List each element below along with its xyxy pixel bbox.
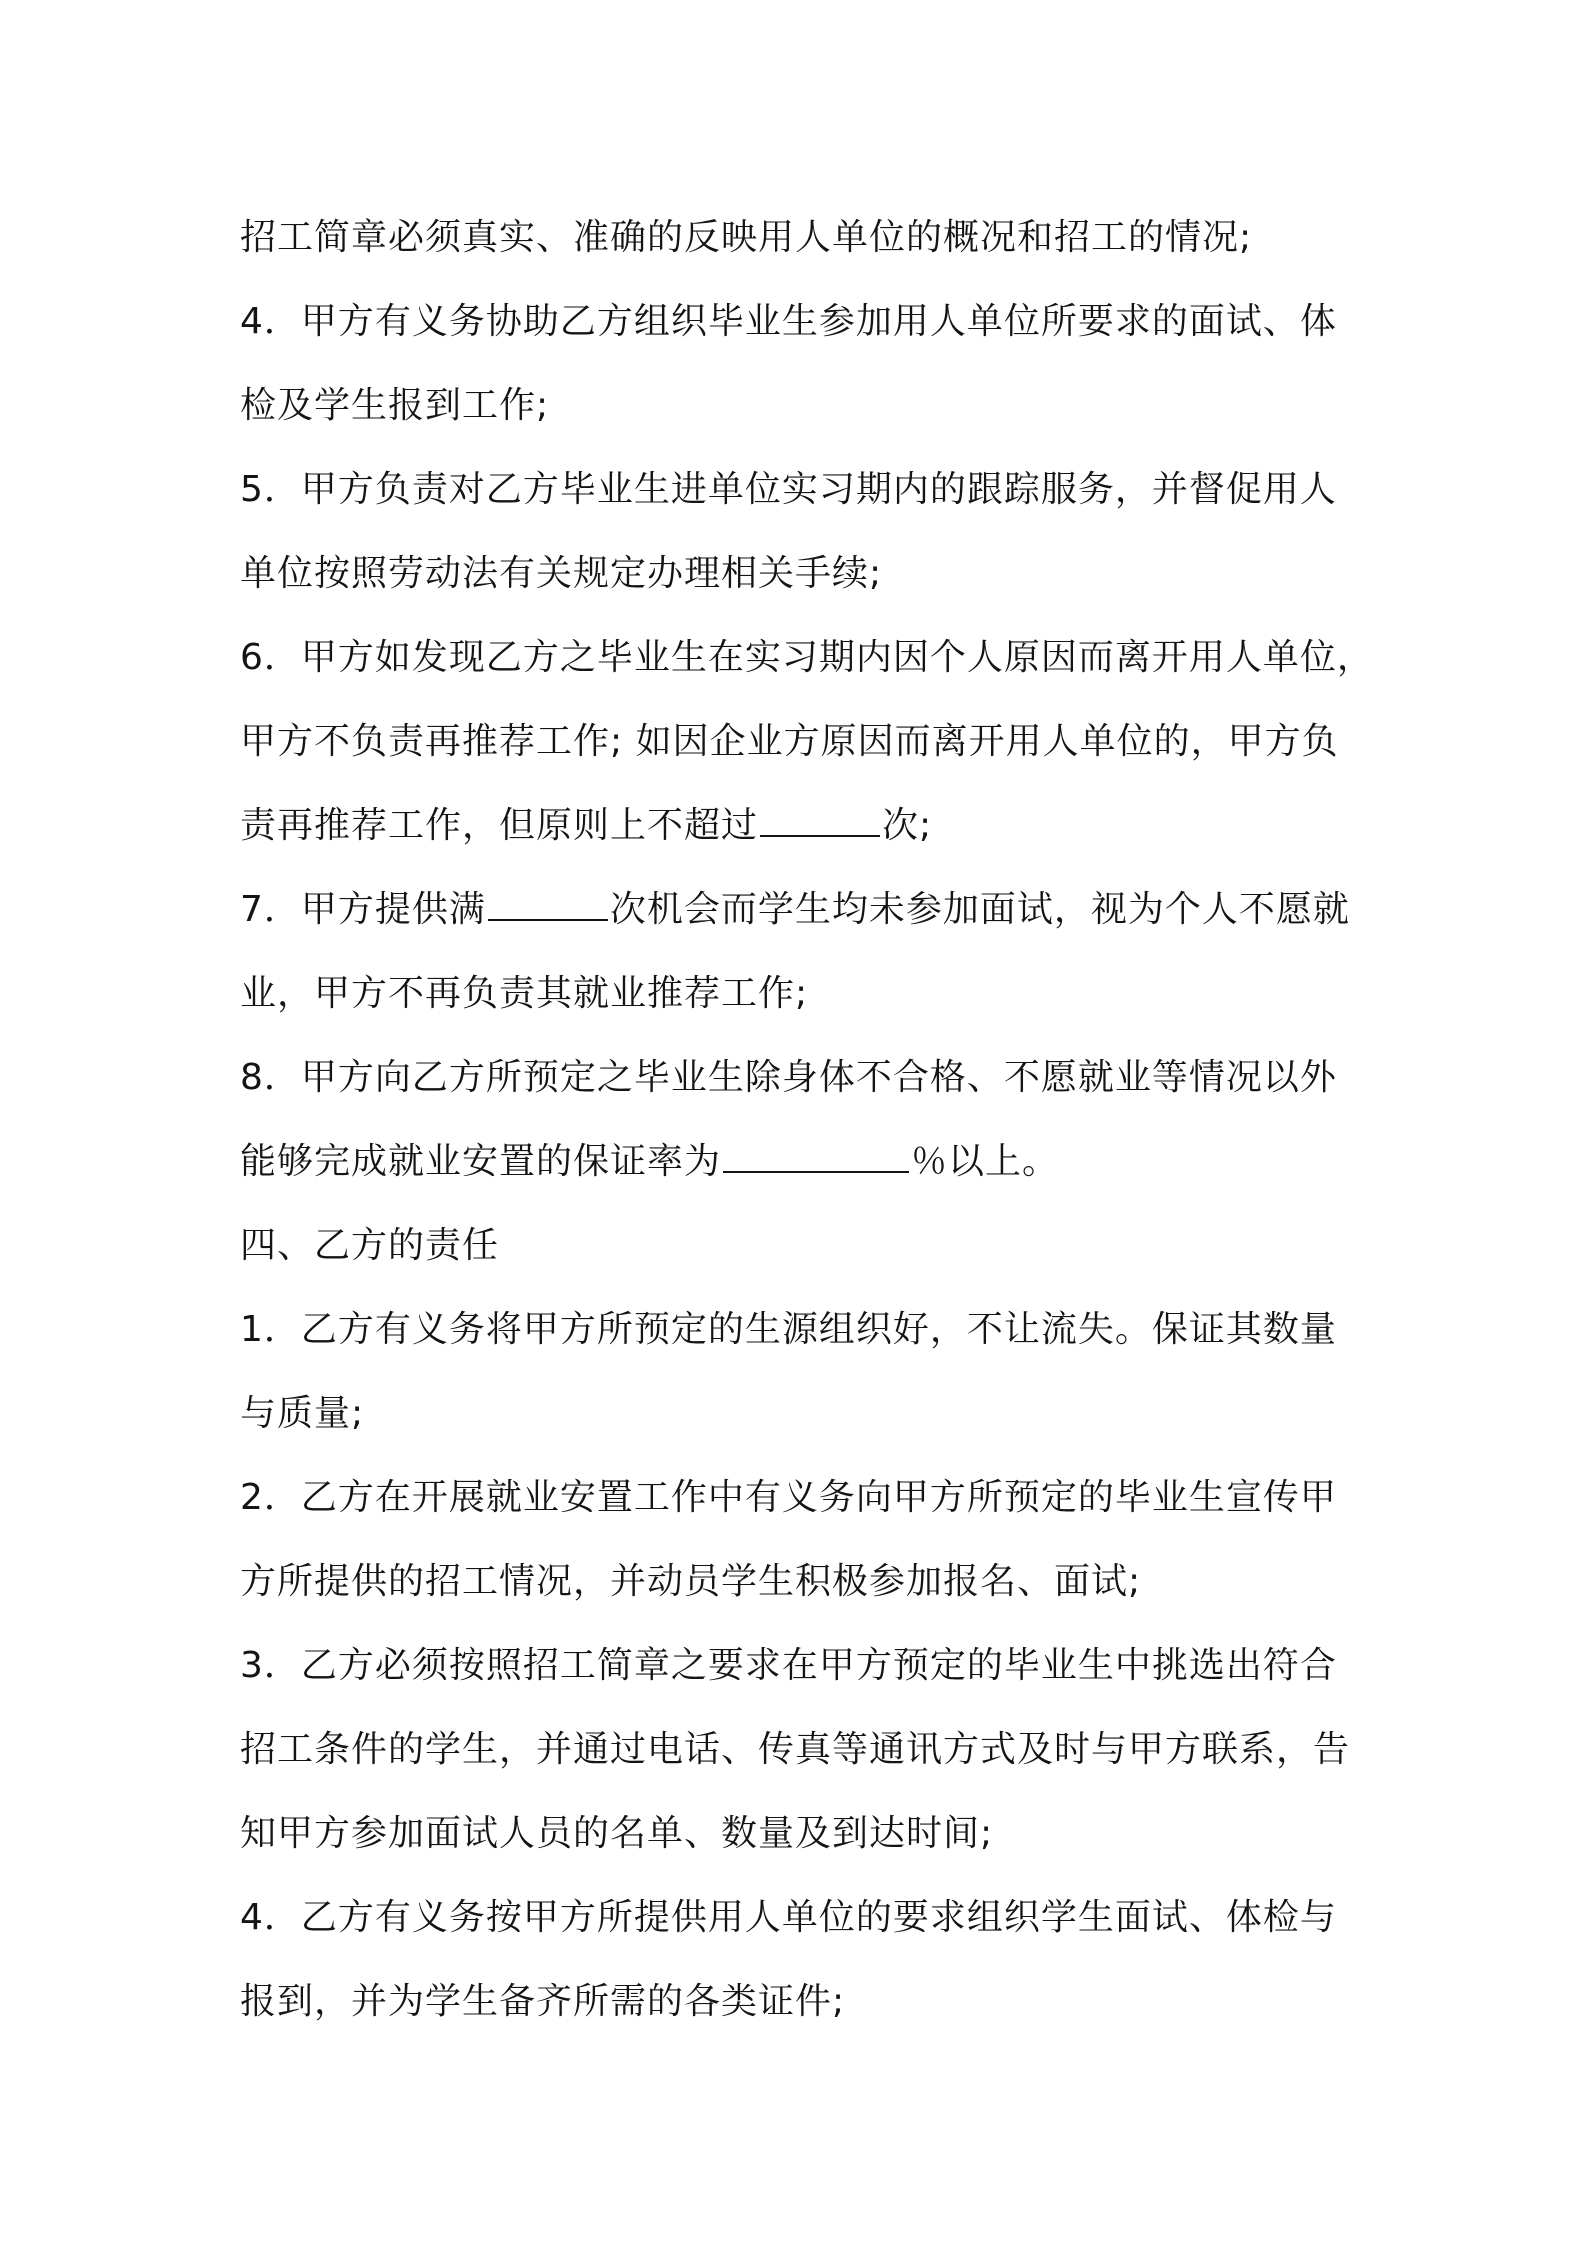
line-text-after: ％以上。 (911, 1141, 1060, 1182)
text-line: 方所提供的招工情况，并动员学生积极参加报名、面试; (240, 1561, 1142, 1602)
text-line: 甲方不负责再推荐工作; 如因企业方原因而离开用人单位的，甲方负 (240, 721, 1339, 762)
text-line: 2．乙方在开展就业安置工作中有义务向甲方所预定的毕业生宣传甲 (240, 1477, 1337, 1518)
fill-in-blank (760, 805, 880, 837)
fill-in-blank (723, 1141, 909, 1173)
document-body (240, 196, 1374, 2044)
text-line: 检及学生报到工作; (240, 385, 550, 426)
text-line-with-blank (240, 868, 1360, 952)
text-line: 5．甲方负责对乙方毕业生进单位实习期内的跟踪服务，并督促用人 (240, 469, 1337, 510)
text-line: 8．甲方向乙方所预定之毕业生除身体不合格、不愿就业等情况以外 (240, 1057, 1337, 1098)
line-text-before: 7．甲方提供满 (240, 889, 486, 930)
text-line: 1．乙方有义务将甲方所预定的生源组织好，不让流失。保证其数量 (240, 1309, 1337, 1350)
text-line: 知甲方参加面试人员的名单、数量及到达时间; (240, 1813, 994, 1854)
text-line: 4．甲方有义务协助乙方组织毕业生参加用人单位所要求的面试、体 (240, 301, 1337, 342)
line-text-after: 次; (882, 805, 933, 846)
text-line: 与质量; (240, 1393, 365, 1434)
line-text-after: 次机会而学生均未参加面试，视为个人不愿就 (609, 889, 1350, 930)
text-line-with-blank (240, 784, 1360, 868)
line-text-before: 责再推荐工作，但原则上不超过 (240, 805, 759, 846)
fill-in-blank (488, 889, 608, 921)
text-line: 招工简章必须真实、准确的反映用人单位的概况和招工的情况; (240, 217, 1253, 258)
line-text-before: 能够完成就业安置的保证率为 (240, 1141, 722, 1182)
text-line: 业，甲方不再负责其就业推荐工作; (240, 973, 809, 1014)
text-line: 招工条件的学生，并通过电话、传真等通讯方式及时与甲方联系，告 (240, 1729, 1351, 1770)
text-line: 3．乙方必须按照招工简章之要求在甲方预定的毕业生中挑选出符合 (240, 1645, 1337, 1686)
text-line: 6．甲方如发现乙方之毕业生在实习期内因个人原因而离开用人单位， (240, 637, 1374, 678)
text-line-with-blank (240, 1120, 1360, 1204)
text-line: 4．乙方有义务按甲方所提供用人单位的要求组织学生面试、体检与 (240, 1897, 1337, 1938)
text-line: 报到，并为学生备齐所需的各类证件; (240, 1981, 846, 2022)
section-heading: 四、乙方的责任 (240, 1225, 500, 1266)
text-line: 单位按照劳动法有关规定办理相关手续; (240, 553, 883, 594)
